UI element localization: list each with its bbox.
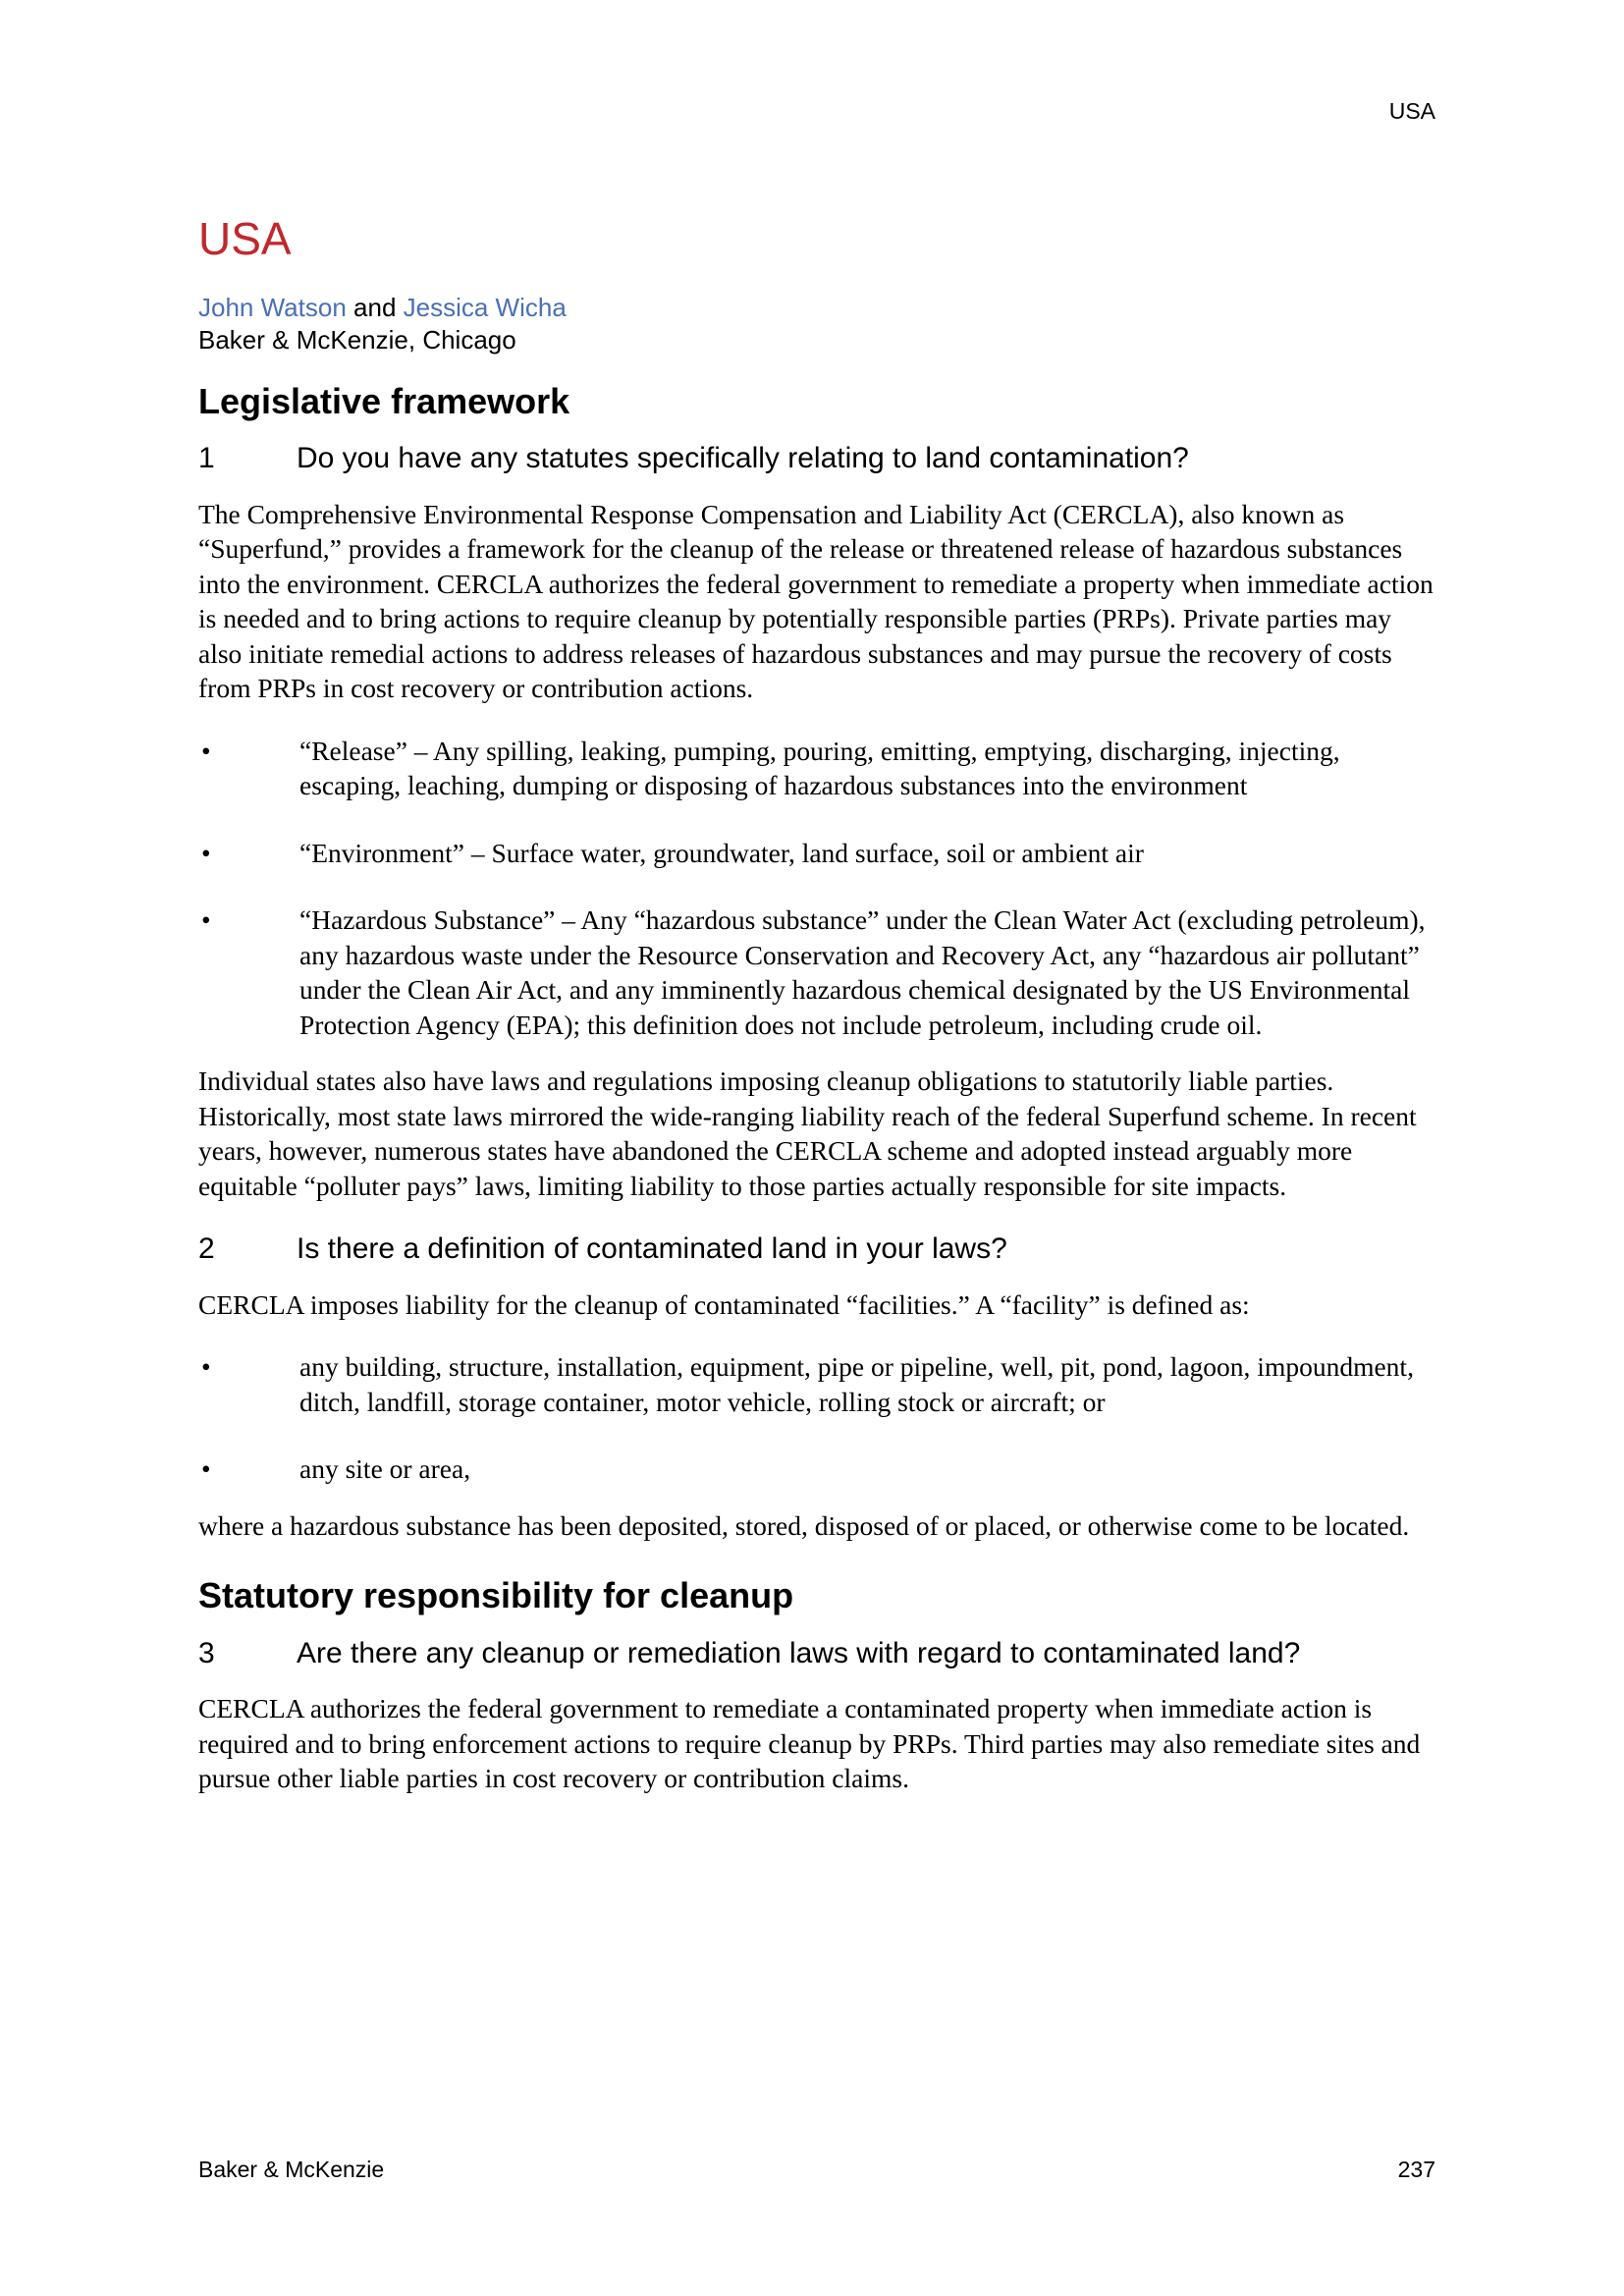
page-number: 237 xyxy=(1397,2157,1435,2182)
list-item xyxy=(198,902,1437,1042)
question-1 xyxy=(198,440,1437,477)
footer-firm: Baker & McKenzie xyxy=(198,2157,385,2182)
running-head: USA xyxy=(1388,98,1435,124)
author-joiner: and xyxy=(346,293,404,323)
list-item xyxy=(198,734,1437,803)
paragraph: CERCLA authorizes the federal government to remediate a contaminated property when immediate action is required and to bring enforcement actions to require cleanup by PRPs. Third parties may also remediate sites and pursue other liable parties in cost recovery or contribution claims. xyxy=(198,1693,1421,1794)
question-number: 3 xyxy=(198,1636,215,1669)
question-2 xyxy=(198,1230,1437,1268)
list-item-text: any site or area, xyxy=(299,1453,471,1485)
question-number: 2 xyxy=(198,1232,215,1266)
chapter-title: USA xyxy=(198,213,292,264)
list-item-text: “Hazardous Substance” – Any “hazardous substance” under the Clean Water Act (excluding petroleum), any hazardous waste under the Resource Conservation and Recovery Act, any “hazardous air pollutant” under the Clean Air Act, and any imminently hazardous chemical designated by the US Environmental Protection Agency (EPA); this definition does not include petroleum, including crude oil. xyxy=(299,904,1426,1040)
question-text: Do you have any statutes specifically relating to land contamination? xyxy=(297,442,1189,475)
question-text: Is there a definition of contaminated land in your laws? xyxy=(297,1232,1007,1266)
facility-list xyxy=(198,1349,1437,1487)
paragraph: Individual states also have laws and regulations imposing cleanup obligations to statutorily liable parties. Historically, most state laws mirrored the wide-ranging liability reach of the federal Superfund scheme. In recent years, however, numerous states have abandoned the CERCLA scheme and adopted instead arguably more equitable “polluter pays” laws, limiting liability to those parties actually responsible for site impacts. xyxy=(198,1066,1417,1201)
author-john-watson[interactable]: John Watson xyxy=(198,293,347,323)
question-text: Are there any cleanup or remediation laws with regard to contaminated land? xyxy=(297,1636,1301,1669)
paragraph: CERCLA imposes liability for the cleanup of contaminated “facilities.” A “facility” is defined as: xyxy=(198,1288,1250,1320)
bullet-icon: • xyxy=(201,837,211,868)
list-item-text: any building, structure, installation, equipment, pipe or pipeline, well, pit, pond, lagoon, impoundment, ditch, landfill, storage container, motor vehicle, rolling stock or aircraft; or xyxy=(299,1351,1414,1417)
question-number: 1 xyxy=(198,442,215,475)
section-heading-statutory: Statutory responsibility for cleanup xyxy=(198,1575,794,1616)
bullet-icon: • xyxy=(201,904,211,936)
list-item xyxy=(198,836,1437,871)
question-3 xyxy=(198,1635,1437,1672)
author-line xyxy=(198,292,1437,324)
list-item-text: “Release” – Any spilling, leaking, pumping, pouring, emitting, emptying, discharging, injecting, escaping, leaching, dumping or disposing of hazardous substances into the environment xyxy=(299,735,1340,801)
definition-list xyxy=(198,734,1437,1043)
bullet-icon: • xyxy=(201,1351,211,1383)
list-item xyxy=(198,1349,1437,1419)
author-jessica-wicha[interactable]: Jessica Wicha xyxy=(403,293,567,323)
paragraph: The Comprehensive Environmental Response Compensation and Liability Act (CERCLA), also known as “Superfund,” provides a framework for the cleanup of the release or threatened release of hazardous substances into the environment. CERCLA authorizes the federal government to remediate a property when immediate action is needed and to bring actions to require cleanup by potentially responsible parties (PRPs). Private parties may also initiate remedial actions to address releases of hazardous substances and may pursue the recovery of costs from PRPs in cost recovery or contribution actions. xyxy=(198,498,1434,704)
bullet-icon: • xyxy=(201,1453,211,1485)
firm-affiliation: Baker & McKenzie, Chicago xyxy=(198,325,516,355)
list-item xyxy=(198,1451,1437,1487)
paragraph: where a hazardous substance has been deposited, stored, disposed of or placed, or otherwise come to be located. xyxy=(198,1509,1410,1541)
page-content xyxy=(198,212,1437,1824)
section-heading-legislative: Legislative framework xyxy=(198,381,570,422)
list-item-text: “Environment” – Surface water, groundwater, land surface, soil or ambient air xyxy=(299,837,1144,868)
bullet-icon: • xyxy=(201,735,211,766)
